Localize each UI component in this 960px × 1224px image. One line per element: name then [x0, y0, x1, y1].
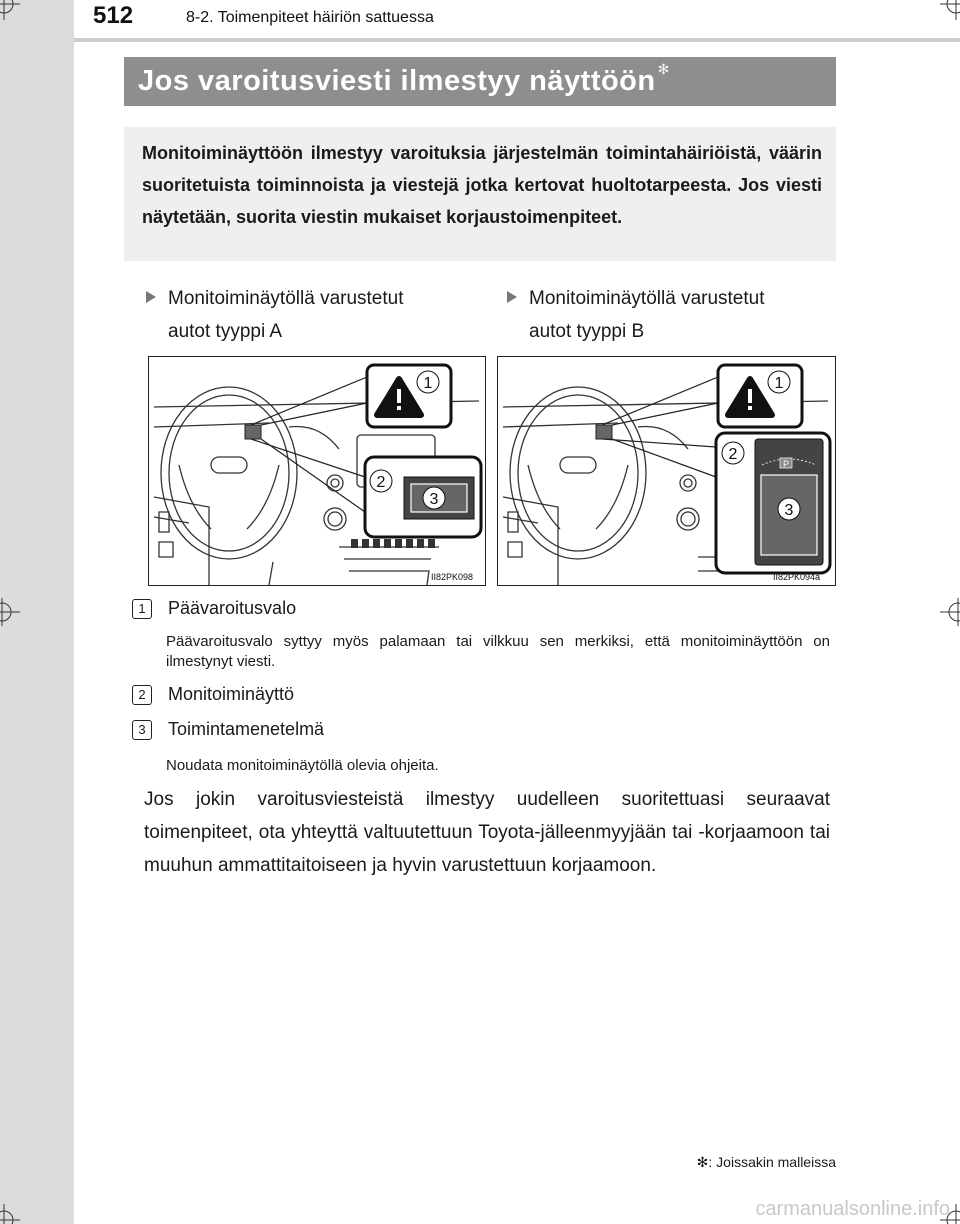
callout-2-a: 2	[376, 474, 386, 491]
list-item-1	[132, 598, 296, 619]
list-item-2	[132, 684, 294, 705]
variant-b-heading	[507, 282, 765, 348]
registration-mark-icon	[940, 1204, 960, 1224]
figure-code-a: II82PK098	[431, 572, 474, 582]
callout-1-a: 1	[423, 375, 433, 392]
header-rule	[74, 38, 960, 42]
triangle-bullet-icon	[146, 291, 156, 303]
figure-type-b	[497, 356, 836, 586]
item-label: Toimintamenetelmä	[168, 719, 325, 739]
callout-1-b: 1	[774, 375, 784, 392]
footnote-text: : Joissakin malleissa	[708, 1154, 836, 1170]
variant-a-line1: Monitoiminäytöllä varustetut	[168, 288, 404, 309]
variant-b-line1: Monitoiminäytöllä varustetut	[529, 288, 765, 309]
registration-mark-icon	[0, 1204, 20, 1224]
registration-mark-icon	[0, 0, 20, 20]
figure-code-b: II82PK094a	[773, 572, 821, 582]
intro-box: Monitoiminäyttöön ilmestyy varoituksia järjestelmän toimintahäiriöistä, väärin suoritetuista toiminnoista ja viestejä jotka kertovat huoltotarpeesta. Jos viesti näytetään, suorita viestin mukaiset korjaustoimenpiteet.	[124, 127, 836, 261]
title-bar	[124, 57, 836, 106]
registration-mark-icon	[940, 598, 960, 626]
variant-a-heading	[146, 282, 404, 348]
footnote-asterisk: ✻	[696, 1154, 709, 1170]
gear-indicator: P	[782, 459, 790, 469]
callout-2-b: 2	[728, 446, 738, 463]
triangle-bullet-icon	[507, 291, 517, 303]
dashboard-illustration-b	[498, 357, 835, 585]
item-label: Monitoiminäyttö	[168, 684, 295, 704]
item-note: Noudata monitoiminäytöllä olevia ohjeita.	[166, 757, 439, 774]
item-label: Päävaroitusvalo	[168, 598, 297, 618]
watermark: carmanualsonline.info	[755, 1198, 950, 1220]
number-box: 2	[132, 685, 152, 705]
variant-a-line2: autot tyyppi A	[168, 321, 283, 342]
list-item-3	[132, 719, 324, 740]
section-heading: 8-2. Toimenpiteet häiriön sattuessa	[186, 9, 434, 26]
body-paragraph: Jos jokin varoitusviesteistä ilmestyy uudelleen suoritettuasi seuraavat toimenpiteet, ota yhteyttä valtuutettuun Toyota-jälleenmyyjään tai -korjaamoon tai muuhun ammattitaitoiseen ja hyvin varustettuun korjaamoon.	[144, 789, 830, 876]
variant-b-line2: autot tyyppi B	[529, 321, 645, 342]
number-box: 1	[132, 599, 152, 619]
dashboard-illustration-a	[149, 357, 485, 585]
registration-mark-icon	[940, 0, 960, 20]
page-number: 512	[93, 2, 134, 29]
footnote	[697, 1154, 836, 1171]
callout-3-b: 3	[784, 502, 794, 519]
figure-type-a	[148, 356, 486, 586]
page-title: Jos varoitusviesti ilmestyy näyttöön	[138, 65, 656, 97]
title-asterisk: ✻	[657, 61, 670, 77]
callout-3-a: 3	[429, 491, 439, 508]
item-note: Päävaroitusvalo syttyy myös palamaan tai vilkkuu sen merkiksi, että monitoiminäyttöön on ilmestynyt viesti.	[166, 633, 830, 670]
registration-mark-icon	[0, 598, 20, 626]
number-box: 3	[132, 720, 152, 740]
